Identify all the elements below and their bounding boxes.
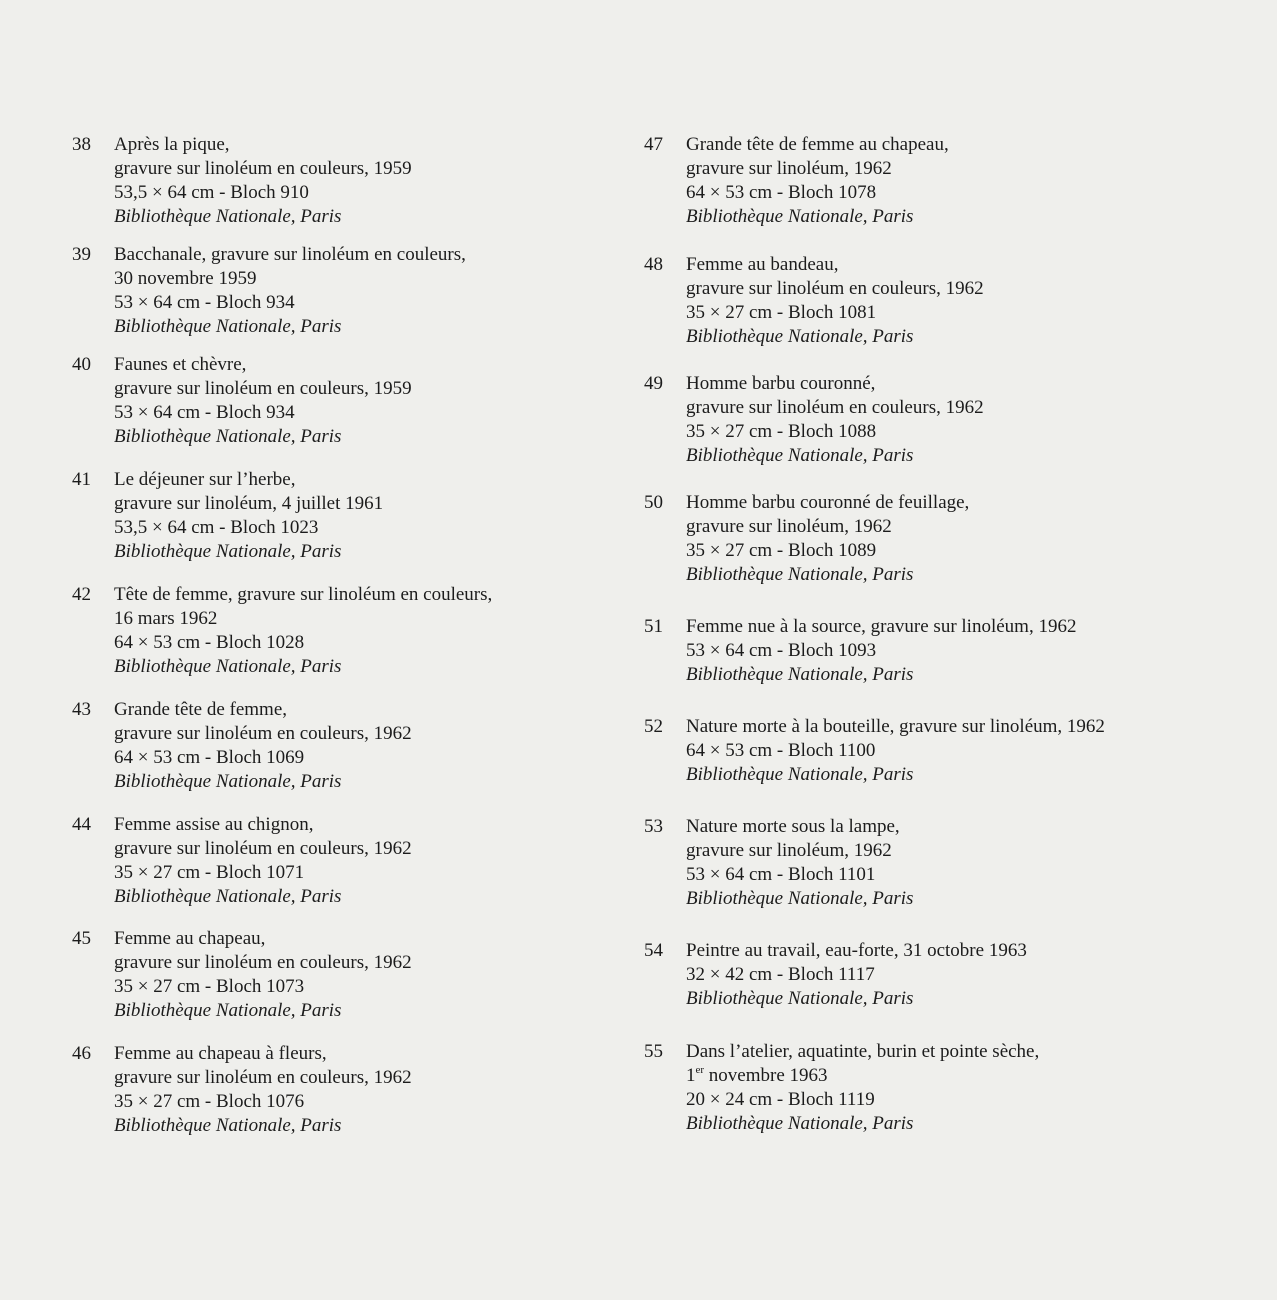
entry-body	[114, 133, 634, 229]
entry-title: Le déjeuner sur l’herbe,	[114, 469, 296, 490]
entry-body	[686, 815, 1206, 911]
entry-technique: gravure sur linoléum en couleurs, 1962	[114, 723, 412, 744]
entry-technique: gravure sur linoléum, 1962	[686, 840, 892, 861]
entry-title: Nature morte à la bouteille, gravure sur linoléum, 1962	[686, 716, 1105, 737]
entry-title: Femme nue à la source, gravure sur linoléum, 1962	[686, 616, 1077, 637]
entry-title: Grande tête de femme au chapeau,	[686, 134, 949, 155]
entry-technique: gravure sur linoléum en couleurs, 1959	[114, 378, 412, 399]
ordinal-superscript: er	[695, 1063, 705, 1076]
entry-technique: gravure sur linoléum, 1962	[686, 516, 892, 537]
entry-number: 43	[72, 699, 91, 720]
entry-title: Femme assise au chignon,	[114, 814, 314, 835]
entry-technique: gravure sur linoléum en couleurs, 1962	[686, 278, 984, 299]
entry-body	[114, 353, 634, 449]
entry-number: 46	[72, 1043, 91, 1064]
entry-dimensions: 53 × 64 cm - Bloch 934	[114, 292, 295, 313]
entry-location: Bibliothèque Nationale, Paris	[686, 326, 914, 347]
entry-body	[114, 927, 634, 1023]
entry-date	[686, 1064, 1206, 1088]
entry-number: 38	[72, 134, 91, 155]
entry-title: Faunes et chèvre,	[114, 354, 247, 375]
entry-location: Bibliothèque Nationale, Paris	[114, 316, 342, 337]
entry-body	[686, 133, 1206, 229]
entry-number: 52	[644, 716, 663, 737]
entry-technique: gravure sur linoléum en couleurs, 1959	[114, 158, 412, 179]
entry-dimensions: 53 × 64 cm - Bloch 934	[114, 402, 295, 423]
entry-location: Bibliothèque Nationale, Paris	[686, 664, 914, 685]
entry-date: 30 novembre 1959	[114, 268, 257, 289]
entry-body	[114, 813, 634, 909]
date-rest: novembre 1963	[704, 1065, 828, 1086]
entry-body	[686, 939, 1206, 1011]
entry-number: 40	[72, 354, 91, 375]
entry-title: Peintre au travail, eau-forte, 31 octobre 1963	[686, 940, 1027, 961]
entry-title: Après la pique,	[114, 134, 230, 155]
entry-date: 16 mars 1962	[114, 608, 218, 629]
entry-body	[686, 615, 1206, 687]
entry-dimensions: 53,5 × 64 cm - Bloch 1023	[114, 517, 319, 538]
entry-body	[686, 1040, 1206, 1136]
entry-number: 51	[644, 616, 663, 637]
entry-title: Homme barbu couronné de feuillage,	[686, 492, 970, 513]
entry-number: 42	[72, 584, 91, 605]
entry-title: Femme au chapeau,	[114, 928, 266, 949]
entry-body	[114, 1042, 634, 1138]
entry-technique: gravure sur linoléum en couleurs, 1962	[114, 1067, 412, 1088]
entry-location: Bibliothèque Nationale, Paris	[686, 564, 914, 585]
entry-location: Bibliothèque Nationale, Paris	[114, 771, 342, 792]
entry-location: Bibliothèque Nationale, Paris	[686, 988, 914, 1009]
entry-technique: gravure sur linoléum en couleurs, 1962	[686, 397, 984, 418]
entry-number: 54	[644, 940, 663, 961]
entry-location: Bibliothèque Nationale, Paris	[114, 1000, 342, 1021]
entry-title: Grande tête de femme,	[114, 699, 288, 720]
entry-body	[686, 715, 1206, 787]
entry-title: Femme au chapeau à fleurs,	[114, 1043, 327, 1064]
entry-location: Bibliothèque Nationale, Paris	[686, 445, 914, 466]
entry-technique: gravure sur linoléum en couleurs, 1962	[114, 952, 412, 973]
entry-number: 53	[644, 816, 663, 837]
entry-dimensions: 53 × 64 cm - Bloch 1093	[686, 640, 877, 661]
entry-technique: gravure sur linoléum en couleurs, 1962	[114, 838, 412, 859]
entry-body	[114, 243, 634, 339]
entry-dimensions: 64 × 53 cm - Bloch 1100	[686, 740, 876, 761]
entry-dimensions: 35 × 27 cm - Bloch 1076	[114, 1091, 305, 1112]
entry-number: 45	[72, 928, 91, 949]
entry-dimensions: 35 × 27 cm - Bloch 1073	[114, 976, 305, 997]
entry-title: Nature morte sous la lampe,	[686, 816, 900, 837]
entry-title: Femme au bandeau,	[686, 254, 839, 275]
entry-body	[114, 583, 634, 679]
entry-dimensions: 64 × 53 cm - Bloch 1028	[114, 632, 305, 653]
entry-dimensions: 35 × 27 cm - Bloch 1071	[114, 862, 305, 883]
entry-body	[114, 468, 634, 564]
entry-technique: gravure sur linoléum, 4 juillet 1961	[114, 493, 384, 514]
entry-dimensions: 20 × 24 cm - Bloch 1119	[686, 1089, 875, 1110]
entry-number: 39	[72, 244, 91, 265]
entry-dimensions: 35 × 27 cm - Bloch 1081	[686, 302, 877, 323]
entry-title: Homme barbu couronné,	[686, 373, 876, 394]
entry-location: Bibliothèque Nationale, Paris	[686, 888, 914, 909]
entry-location: Bibliothèque Nationale, Paris	[114, 656, 342, 677]
entry-location: Bibliothèque Nationale, Paris	[114, 886, 342, 907]
entry-dimensions: 35 × 27 cm - Bloch 1088	[686, 421, 877, 442]
entry-body	[686, 491, 1206, 587]
entry-number: 41	[72, 469, 91, 490]
entry-body	[114, 698, 634, 794]
entry-location: Bibliothèque Nationale, Paris	[686, 764, 914, 785]
entry-number: 49	[644, 373, 663, 394]
entry-number: 47	[644, 134, 663, 155]
entry-number: 55	[644, 1041, 663, 1062]
entry-location: Bibliothèque Nationale, Paris	[686, 1113, 914, 1134]
entry-dimensions: 64 × 53 cm - Bloch 1078	[686, 182, 877, 203]
entry-dimensions: 53,5 × 64 cm - Bloch 910	[114, 182, 309, 203]
entry-dimensions: 35 × 27 cm - Bloch 1089	[686, 540, 877, 561]
entry-technique: gravure sur linoléum, 1962	[686, 158, 892, 179]
entry-location: Bibliothèque Nationale, Paris	[114, 206, 342, 227]
entry-body	[686, 372, 1206, 468]
entry-body	[686, 253, 1206, 349]
entry-number: 50	[644, 492, 663, 513]
entry-dimensions: 32 × 42 cm - Bloch 1117	[686, 964, 875, 985]
entry-dimensions: 53 × 64 cm - Bloch 1101	[686, 864, 876, 885]
entry-location: Bibliothèque Nationale, Paris	[114, 1115, 342, 1136]
entry-title: Tête de femme, gravure sur linoléum en couleurs,	[114, 584, 493, 605]
entry-location: Bibliothèque Nationale, Paris	[686, 206, 914, 227]
entry-number: 44	[72, 814, 91, 835]
date-day: 1	[686, 1065, 696, 1086]
entry-title: Bacchanale, gravure sur linoléum en couleurs,	[114, 244, 466, 265]
entry-dimensions: 64 × 53 cm - Bloch 1069	[114, 747, 305, 768]
entry-location: Bibliothèque Nationale, Paris	[114, 426, 342, 447]
entry-title: Dans l’atelier, aquatinte, burin et pointe sèche,	[686, 1041, 1040, 1062]
entry-number: 48	[644, 254, 663, 275]
entry-location: Bibliothèque Nationale, Paris	[114, 541, 342, 562]
